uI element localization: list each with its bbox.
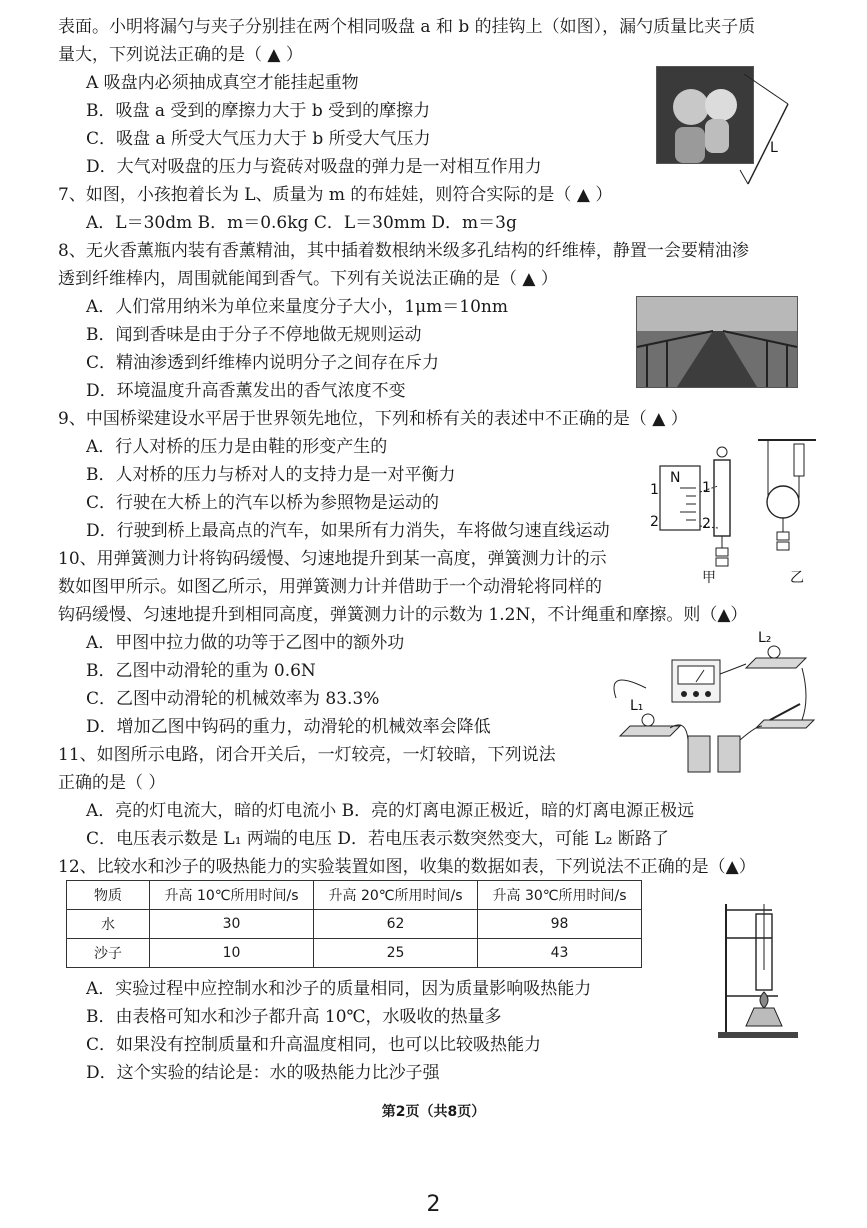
table-cell: 30 bbox=[150, 910, 314, 939]
q6-option-a: A 吸盘内必须抽成真空才能挂起重物 bbox=[86, 73, 359, 93]
q6-stem-line2: 量大，下列说法正确的是（ ▲ ） bbox=[58, 45, 303, 65]
page-footer: 第2页（共8页） bbox=[381, 1104, 486, 1120]
table-cell: 98 bbox=[478, 910, 642, 939]
q8-stem-line1: 8、无火香薰瓶内装有香薰精油，其中插着数根纳米级多孔结构的纤维棒，静置一会要精油渗 bbox=[58, 241, 749, 261]
q8-option-b: B．闻到香味是由于分子不停地做无规则运动 bbox=[86, 325, 422, 345]
q10-stem-line1: 10、用弹簧测力计将钩码缓慢、匀速地提升到某一高度，弹簧测力计的示 bbox=[58, 549, 607, 569]
lamp-l2-label: L₂ bbox=[758, 630, 772, 646]
q9-option-b: B．人对桥的压力与桥对人的支持力是一对平衡力 bbox=[86, 465, 456, 485]
figure-label-yi: 乙 bbox=[790, 570, 804, 586]
circuit-figure bbox=[606, 628, 814, 780]
table-row bbox=[67, 910, 642, 939]
q11-stem-line2: 正确的是（ ） bbox=[58, 773, 166, 793]
q12-option-c: C．如果没有控制质量和升高温度相同，也可以比较吸热能力 bbox=[86, 1035, 542, 1055]
heat-data-table bbox=[66, 880, 642, 968]
bridge-photo bbox=[636, 296, 798, 388]
heating-apparatus-figure bbox=[712, 900, 802, 1040]
q12-option-a: A．实验过程中应控制水和沙子的质量相同，因为质量影响吸热能力 bbox=[86, 979, 592, 999]
q6-option-b: B．吸盘 a 受到的摩擦力大于 b 受到的摩擦力 bbox=[86, 101, 431, 121]
spring-scale-pulley-figure bbox=[650, 436, 820, 586]
q10-option-a: A．甲图中拉力做的功等于乙图中的额外功 bbox=[86, 633, 405, 653]
q10-option-c: C．乙图中动滑轮的机械效率为 83.3% bbox=[86, 689, 380, 709]
table-cell: 62 bbox=[314, 910, 478, 939]
q10-option-d: D．增加乙图中钩码的重力，动滑轮的机械效率会降低 bbox=[86, 717, 491, 737]
q11-stem-line1: 11、如图所示电路，闭合开关后，一灯较亮，一灯较暗，下列说法 bbox=[58, 745, 556, 765]
q10-option-b: B．乙图中动滑轮的重为 0.6N bbox=[86, 661, 316, 681]
q6-stem-line1: 表面。小明将漏勺与夹子分别挂在两个相同吸盘 a 和 b 的挂钩上（如图），漏勺质量比夹子质 bbox=[58, 17, 756, 37]
scale-mark-2b: 2 bbox=[702, 516, 711, 532]
table-header-row bbox=[67, 881, 642, 910]
q8-option-d: D．环境温度升高香薰发出的香气浓度不变 bbox=[86, 381, 406, 401]
table-header-cell: 升高 20℃所用时间/s bbox=[314, 881, 478, 910]
q9-stem: 9、中国桥梁建设水平居于世界领先地位，下列和桥有关的表述中不正确的是（ ▲ ） bbox=[58, 409, 688, 429]
table-row bbox=[67, 939, 642, 968]
q12-option-d: D．这个实验的结论是：水的吸热能力比沙子强 bbox=[86, 1063, 440, 1083]
table-cell: 水 bbox=[67, 910, 150, 939]
q7-stem: 7、如图，小孩抱着长为 L、质量为 m 的布娃娃，则符合实际的是（ ▲ ） bbox=[58, 185, 613, 205]
q8-option-a: A．人们常用纳米为单位来量度分子大小，1μm＝10nm bbox=[86, 297, 508, 317]
table-cell: 25 bbox=[314, 939, 478, 968]
q9-option-c: C．行驶在大桥上的汽车以桥为参照物是运动的 bbox=[86, 493, 440, 513]
table-cell: 10 bbox=[150, 939, 314, 968]
table-cell: 沙子 bbox=[67, 939, 150, 968]
table-header-cell: 升高 10℃所用时间/s bbox=[150, 881, 314, 910]
table-cell: 43 bbox=[478, 939, 642, 968]
q9-option-d: D．行驶到桥上最高点的汽车，如果所有力消失，车将做匀速直线运动 bbox=[86, 521, 610, 541]
scale-mark-1b: 1 bbox=[702, 480, 711, 496]
length-marker bbox=[738, 70, 798, 190]
table-header-cell: 升高 30℃所用时间/s bbox=[478, 881, 642, 910]
q12-option-b: B．由表格可知水和沙子都升高 10℃，水吸收的热量多 bbox=[86, 1007, 502, 1027]
lamp-l1-label: L₁ bbox=[630, 698, 644, 714]
scale-mark-2: 2 bbox=[650, 514, 659, 530]
q6-option-d: D．大气对吸盘的压力与瓷砖对吸盘的弹力是一对相互作用力 bbox=[86, 157, 542, 177]
q12-stem: 12、比较水和沙子的吸热能力的实验装置如图，收集的数据如表，下列说法不正确的是（▲） bbox=[58, 857, 756, 877]
q8-option-c: C．精油渗透到纤维棒内说明分子之间存在斥力 bbox=[86, 353, 440, 373]
q8-stem-line2: 透到纤维棒内，周围就能闻到香气。下列有关说法正确的是（ ▲ ） bbox=[58, 269, 558, 289]
table-header-cell: 物质 bbox=[67, 881, 150, 910]
scale-mark-1: 1 bbox=[650, 482, 659, 498]
q11-options-line1: A．亮的灯电流大，暗的灯电流小 B．亮的灯离电源正极近，暗的灯离电源正极远 bbox=[86, 801, 695, 821]
q9-option-a: A．行人对桥的压力是由鞋的形变产生的 bbox=[86, 437, 388, 457]
page-number: 2 bbox=[426, 1192, 441, 1217]
q11-options-line2: C．电压表示数是 L₁ 两端的电压 D．若电压表示数突然变大，可能 L₂ 断路了 bbox=[86, 829, 669, 849]
length-label: L bbox=[770, 140, 778, 156]
q6-option-c: C．吸盘 a 所受大气压力大于 b 所受大气压力 bbox=[86, 129, 431, 149]
q10-stem-line2: 数如图甲所示。如图乙所示，用弹簧测力计并借助于一个动滑轮将同样的 bbox=[58, 577, 602, 597]
figure-label-jia: 甲 bbox=[702, 570, 716, 586]
scale-unit-n: N bbox=[670, 470, 681, 486]
q10-stem-line3: 钩码缓慢、匀速地提升到相同高度，弹簧测力计的示数为 1.2N，不计绳重和摩擦。则（▲） bbox=[58, 605, 748, 625]
q7-options: A．L＝30dm B．m＝0.6kg C．L＝30mm D．m＝3g bbox=[86, 213, 517, 233]
